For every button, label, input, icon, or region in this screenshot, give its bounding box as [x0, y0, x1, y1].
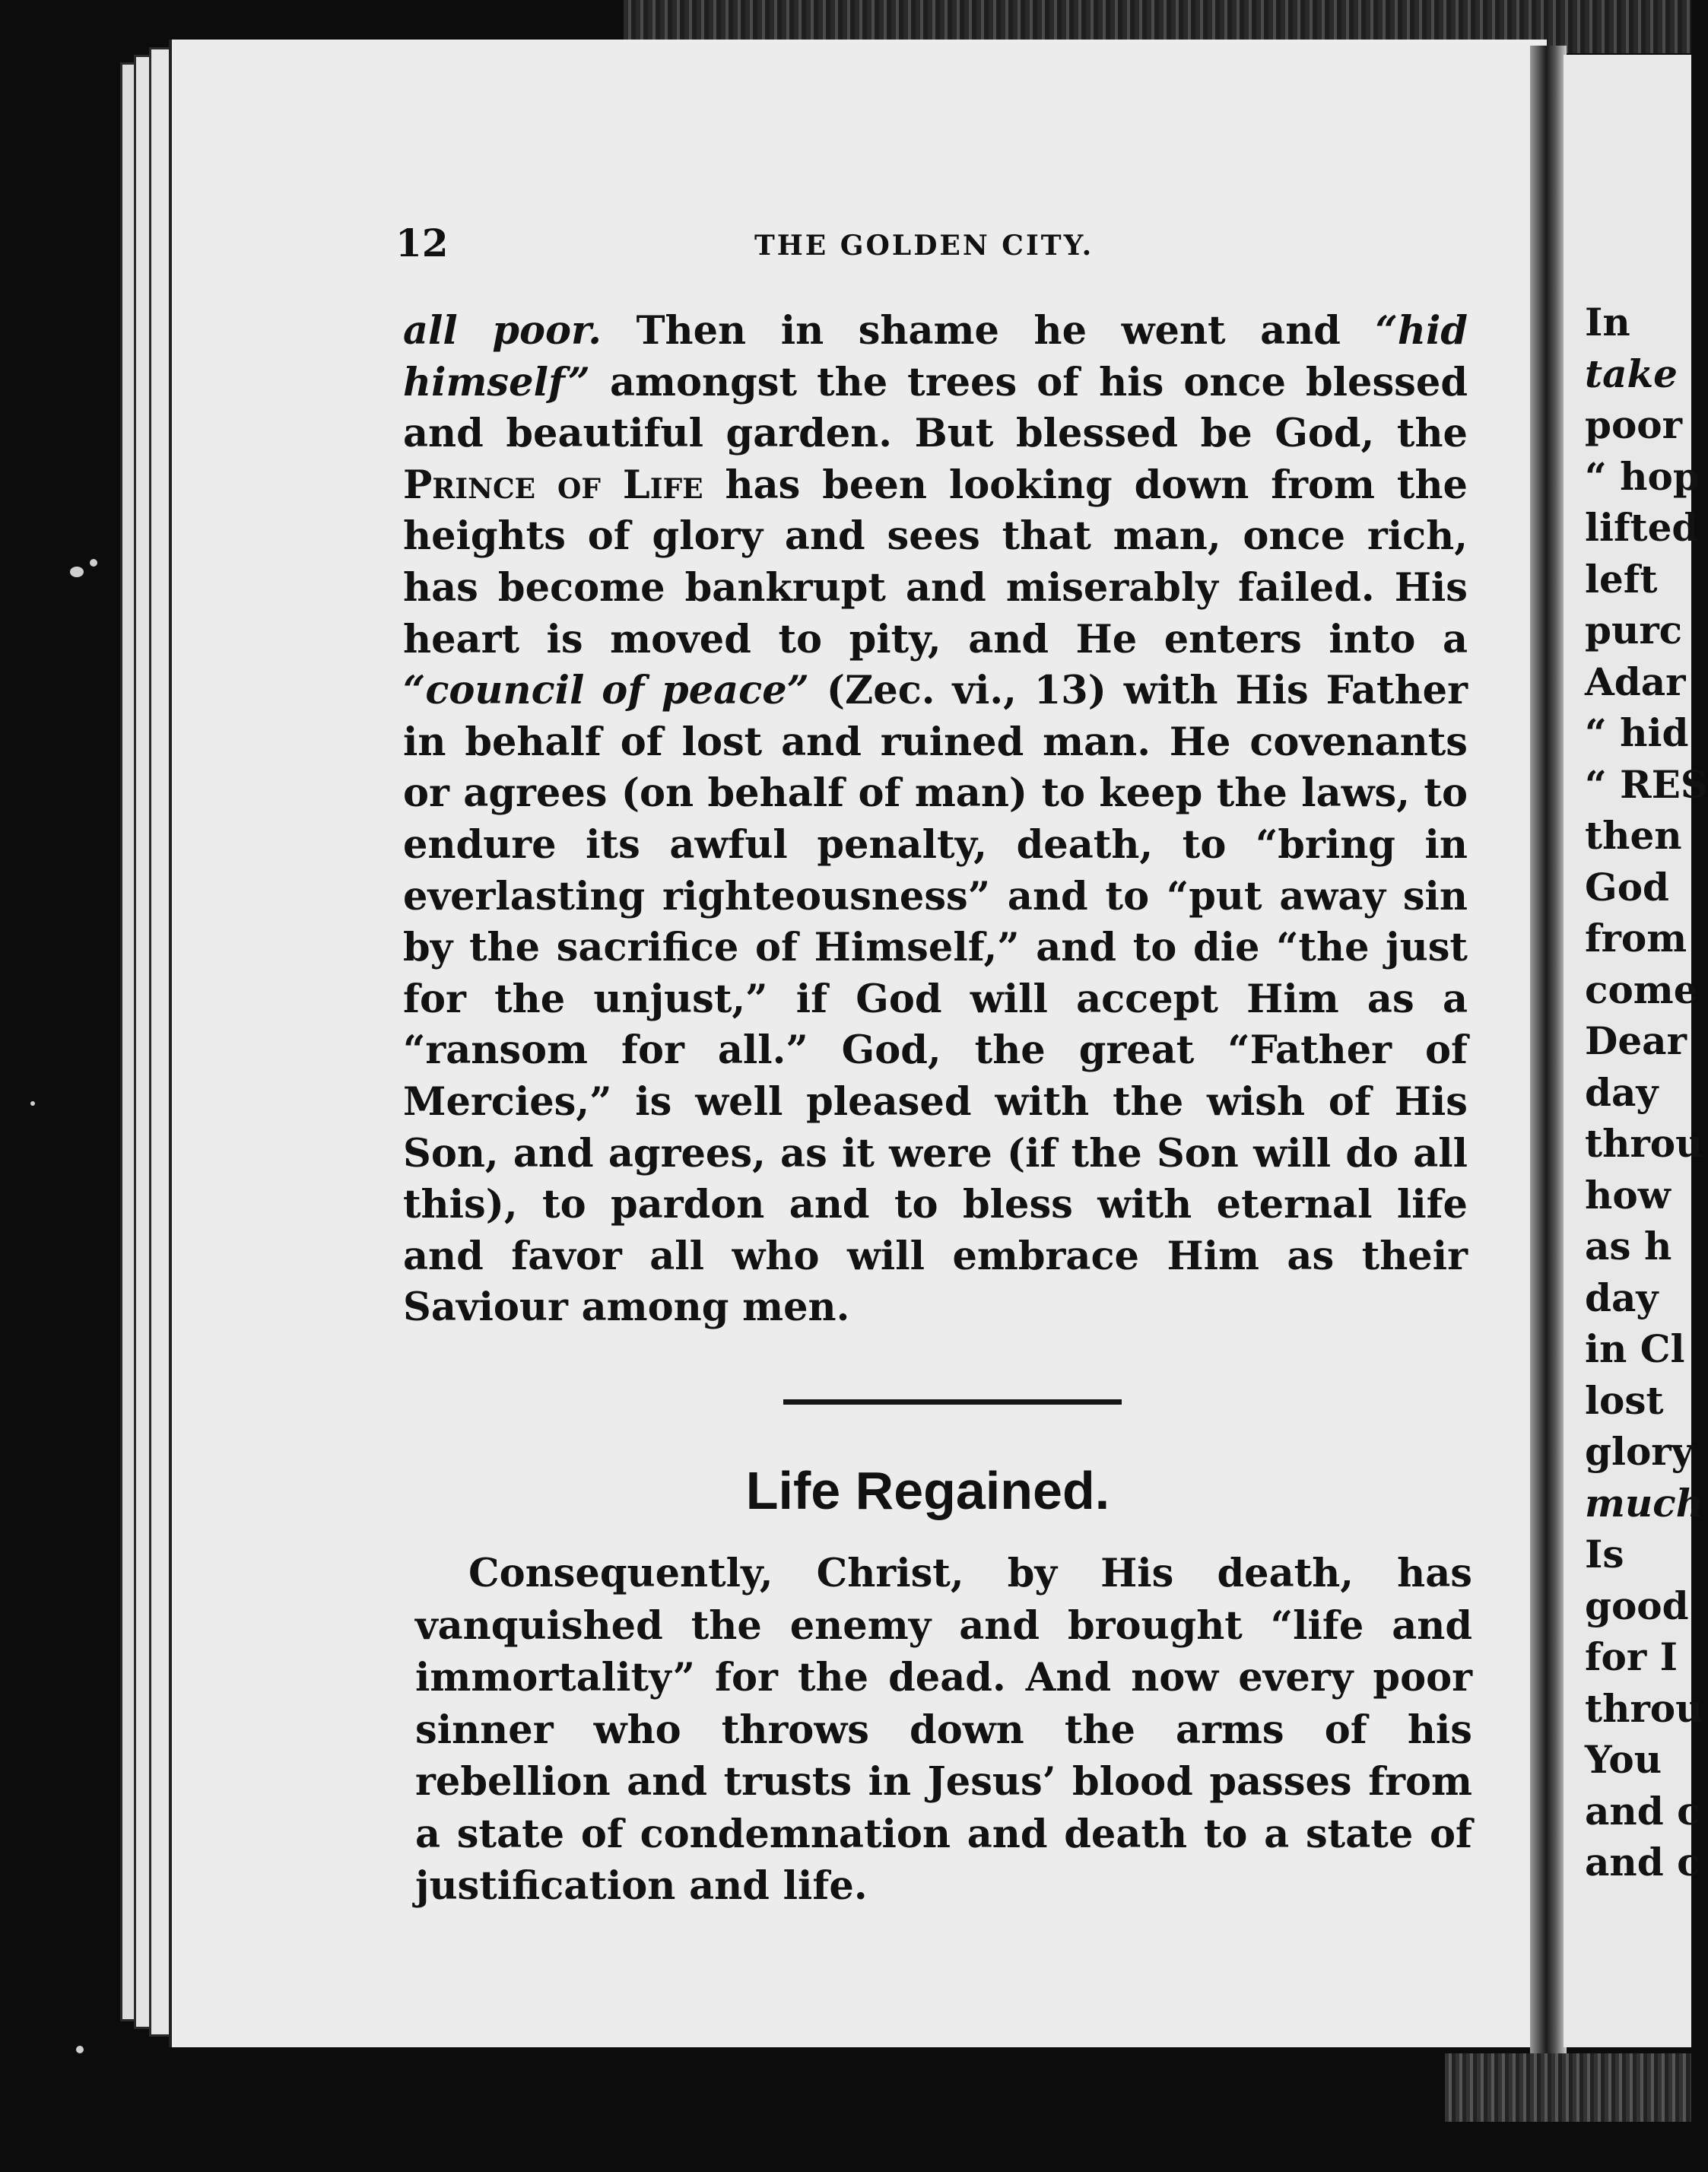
text-small-caps: Prince of Life [403, 462, 703, 508]
right-page-fragment: lost [1585, 1377, 1664, 1423]
right-page-fragment: You [1585, 1737, 1662, 1782]
dust-speck [90, 559, 97, 567]
right-page-fragment: day [1585, 1069, 1659, 1115]
right-page-fragment: come [1585, 967, 1698, 1012]
text-run: amongst the trees of his once blessed and beautiful garden. But blessed be God, the [403, 359, 1468, 457]
right-page-fragment: Is [1585, 1532, 1624, 1577]
right-page-fragment: good [1585, 1583, 1689, 1628]
right-page-fragment: Dear [1585, 1018, 1687, 1063]
text-run: has been looking down from the heights of glory and sees that man, once rich, has become bankrupt and miserably failed. His heart is moved to pity, and He enters into a [403, 462, 1468, 662]
right-page-fragment: take [1585, 351, 1678, 396]
right-page-fragment: throu [1585, 1685, 1703, 1731]
right-page-fragment: and c [1585, 1788, 1700, 1834]
right-page-fragment: purc [1585, 608, 1683, 653]
right-page-fragment: “ RES [1585, 761, 1708, 807]
section-paragraph: Consequently, Christ, by His death, has vanquished the enemy and brought “life and immortality” for the dead. And now every poor sinner who throws down the arms of his rebellion and trusts in Jesus’ blood passes from a state of condemnation and death to a state of justification and life. [415, 1551, 1472, 1909]
running-title: THE GOLDEN CITY. [754, 230, 1094, 262]
body-paragraph [403, 306, 1468, 1334]
page-number: 12 [395, 221, 449, 265]
right-page-fragment: then [1585, 813, 1682, 858]
right-page-fragment: and c [1585, 1840, 1700, 1885]
text-italic: “hid himself” [403, 308, 1468, 405]
page-header [395, 213, 1460, 274]
right-page-text-fragments [1585, 297, 1708, 1888]
text-run: Then in shame he went and [602, 308, 1376, 354]
right-page-fragment: throu [1585, 1121, 1703, 1166]
text-italic: “council of peace” [403, 668, 810, 714]
background-binding-strip-bottom [1445, 2053, 1691, 2122]
dust-speck [30, 1101, 35, 1106]
right-page-fragment: much [1585, 1480, 1704, 1526]
dust-speck [70, 567, 84, 577]
right-page-fragment: “ hop [1585, 453, 1700, 499]
book-gutter [1530, 46, 1567, 2053]
right-page-fragment: Adar [1585, 659, 1686, 704]
right-page-fragment: day [1585, 1275, 1659, 1320]
section-divider [783, 1399, 1122, 1405]
right-page-fragment: in Cl [1585, 1326, 1685, 1371]
text-italic: all poor. [403, 308, 602, 354]
right-page-fragment: for I [1585, 1634, 1678, 1679]
right-page-fragment: lifted [1585, 505, 1699, 550]
right-page-fragment: glory [1585, 1429, 1694, 1474]
right-page [1564, 55, 1708, 2047]
right-page-fragment: poor [1585, 402, 1683, 447]
text-run: (Zec. vi., 13) with His Father in behalf of lost and ruined man. He covenants or agrees (on behalf of man) to keep the laws, to endure its awful penalty, death, to “bring in everlasting righteousness” and to “put away sin by the sacrifice of Himself,” and to die “the just for the unjust,” if God will accept Him as a “ransom for all.” God, the great “Father of Mercies,” is well pleased with the wish of His Son, and agrees, as it were (if the Son will do all this), to pardon and to bless with eternal life and favor all who will embrace Him as their Saviour among men. [403, 668, 1468, 1331]
section-heading: Life Regained. [745, 1461, 1110, 1520]
right-page-fragment: “ hid [1585, 710, 1689, 755]
right-page-fragment: from [1585, 916, 1687, 961]
dust-speck [76, 2046, 84, 2053]
right-page-fragment: how [1585, 1172, 1671, 1218]
right-page-fragment: God [1585, 864, 1670, 910]
right-page-fragment: as h [1585, 1224, 1672, 1269]
right-page-fragment: left [1585, 556, 1658, 602]
right-page-fragment: In [1585, 300, 1630, 345]
